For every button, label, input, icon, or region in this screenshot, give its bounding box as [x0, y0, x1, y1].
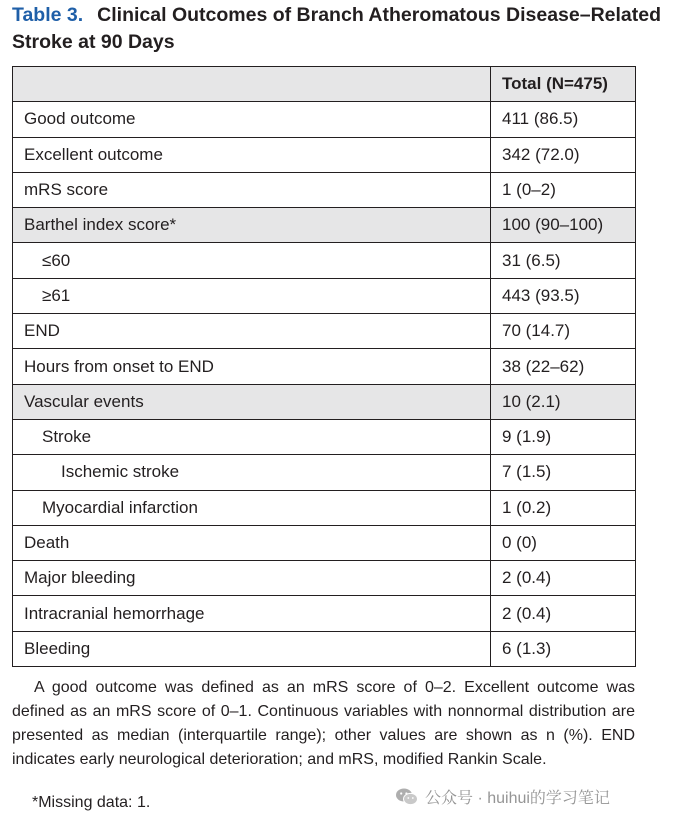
row-label: Intracranial hemorrhage	[13, 596, 491, 631]
row-value: 10 (2.1)	[491, 384, 636, 419]
table-row	[13, 137, 636, 172]
row-label: Ischemic stroke	[13, 455, 491, 490]
row-label: Excellent outcome	[13, 137, 491, 172]
table-header-row	[13, 67, 636, 102]
table-row	[13, 243, 636, 278]
row-label: ≤60	[13, 243, 491, 278]
row-value: 7 (1.5)	[491, 455, 636, 490]
table-row	[13, 561, 636, 596]
table-row	[13, 455, 636, 490]
table-row	[13, 172, 636, 207]
row-value: 2 (0.4)	[491, 596, 636, 631]
row-value: 1 (0.2)	[491, 490, 636, 525]
table-title-text: Clinical Outcomes of Branch Atheromatous Disease–Related Stroke at 90 Days	[12, 4, 662, 53]
table-row	[13, 596, 636, 631]
table-row	[13, 278, 636, 313]
wechat-icon	[395, 787, 419, 807]
row-value: 2 (0.4)	[491, 561, 636, 596]
table-row	[13, 384, 636, 419]
table-row	[13, 349, 636, 384]
row-label: Good outcome	[13, 102, 491, 137]
row-label: mRS score	[13, 172, 491, 207]
watermark	[395, 785, 610, 808]
row-value: 31 (6.5)	[491, 243, 636, 278]
table-row	[13, 419, 636, 454]
watermark-text: 公众号 · huihui的学习笔记	[425, 790, 610, 807]
row-value: 0 (0)	[491, 525, 636, 560]
table-row	[13, 314, 636, 349]
table-footnote: A good outcome was defined as an mRS score of 0–2. Excellent outcome was defined as an mRS score of 0–1. Continuous variables with nonnormal distribution are presented as median (interquartile range); other values are shown as n (%). END indicates early neurological deterioration; and mRS, modified Rankin Scale.	[12, 679, 635, 768]
row-label: Myocardial infarction	[13, 490, 491, 525]
row-label: Barthel index score*	[13, 208, 491, 243]
row-value: 443 (93.5)	[491, 278, 636, 313]
row-label: END	[13, 314, 491, 349]
outcomes-table	[12, 66, 636, 667]
row-label: Stroke	[13, 419, 491, 454]
row-value: 342 (72.0)	[491, 137, 636, 172]
header-label-cell	[13, 67, 491, 102]
row-value: 411 (86.5)	[491, 102, 636, 137]
header-total-cell: Total (N=475)	[491, 67, 636, 102]
row-label: Major bleeding	[13, 561, 491, 596]
table-number: Table 3.	[12, 4, 84, 26]
table-row	[13, 208, 636, 243]
row-label: Hours from onset to END	[13, 349, 491, 384]
table-title	[12, 2, 662, 56]
row-value: 1 (0–2)	[491, 172, 636, 207]
row-value: 6 (1.3)	[491, 631, 636, 666]
missing-data-note: *Missing data: 1.	[32, 794, 151, 811]
row-label: ≥61	[13, 278, 491, 313]
row-label: Vascular events	[13, 384, 491, 419]
table-row	[13, 102, 636, 137]
table-row	[13, 490, 636, 525]
table-row	[13, 525, 636, 560]
row-value: 100 (90–100)	[491, 208, 636, 243]
row-label: Death	[13, 525, 491, 560]
row-value: 9 (1.9)	[491, 419, 636, 454]
row-value: 70 (14.7)	[491, 314, 636, 349]
row-value: 38 (22–62)	[491, 349, 636, 384]
row-label: Bleeding	[13, 631, 491, 666]
table-row	[13, 631, 636, 666]
